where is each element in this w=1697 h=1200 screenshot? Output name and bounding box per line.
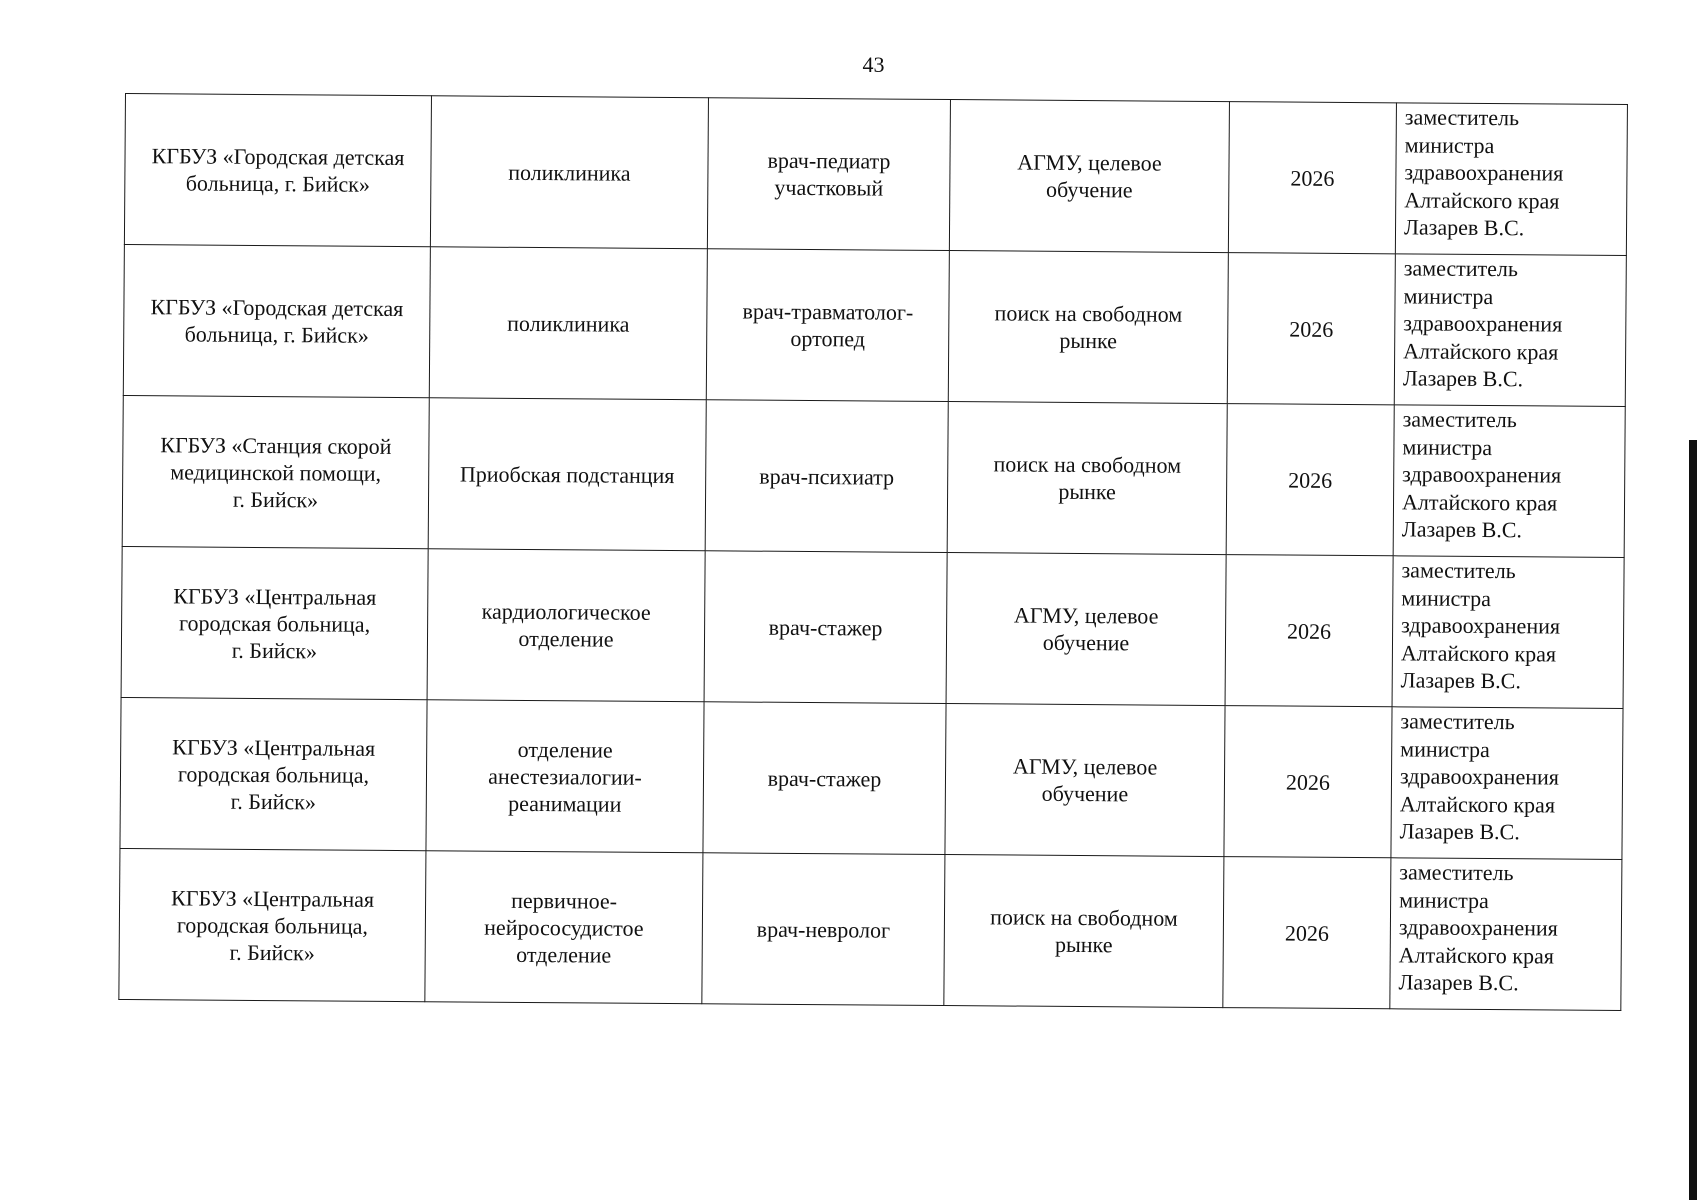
organization-cell: [122, 395, 429, 548]
source-cell: [949, 100, 1229, 253]
source-text: АГМУ, целевое обучение: [1012, 753, 1158, 807]
position-text: врач-травматолог- ортопед: [742, 298, 914, 352]
source-text: поиск на свободном рынке: [994, 300, 1183, 354]
organization-cell: [123, 244, 430, 397]
year-cell: [1224, 706, 1392, 858]
year-cell: [1225, 555, 1393, 707]
table-row: [124, 94, 1627, 256]
department-text: кардиологическое отделение: [481, 598, 651, 652]
position-text: врач-психиатр: [759, 463, 895, 490]
table-row: [122, 395, 1625, 557]
organization-cell: [119, 848, 426, 1001]
source-text: поиск на свободном рынке: [990, 904, 1178, 958]
staffing-table: [118, 93, 1628, 1011]
responsible-cell: [1392, 556, 1624, 709]
position-text: врач-стажер: [768, 614, 883, 641]
organization-text: КГБУЗ «Городская детская больница, г. Бийск»: [151, 143, 405, 197]
responsible-text: заместитель министра здравоохранения Алтайского края Лазарев В.С.: [1403, 104, 1564, 241]
responsible-cell: [1390, 858, 1622, 1011]
department-cell: [428, 398, 706, 551]
position-text: врач-невролог: [756, 916, 891, 943]
organization-text: КГБУЗ «Станция скорой медицинской помощи, г. Бийск»: [160, 431, 392, 512]
responsible-cell: [1395, 103, 1627, 256]
department-cell: [430, 96, 708, 249]
organization-text: КГБУЗ «Центральная городская больница, г. Бийск»: [173, 582, 377, 663]
department-cell: [425, 851, 703, 1004]
source-cell: [945, 704, 1225, 857]
year-cell: [1227, 253, 1395, 405]
position-cell: [706, 249, 949, 402]
department-text: Приобская подстанция: [459, 460, 675, 488]
department-text: поликлиника: [508, 159, 631, 186]
year-cell: [1228, 102, 1396, 254]
table-row: [119, 848, 1622, 1010]
responsible-text: заместитель министра здравоохранения Алтайского края Лазарев В.С.: [1402, 255, 1563, 392]
source-cell: [944, 855, 1224, 1008]
position-cell: [703, 702, 946, 855]
organization-text: КГБУЗ «Центральная городская больница, г. Бийск»: [171, 884, 375, 965]
table-row: [123, 244, 1626, 406]
responsible-text: заместитель министра здравоохранения Алтайского края Лазарев В.С.: [1401, 406, 1562, 543]
year-text: 2026: [1289, 316, 1334, 342]
responsible-text: заместитель министра здравоохранения Алтайского края Лазарев В.С.: [1400, 557, 1561, 694]
department-text: поликлиника: [507, 310, 630, 337]
department-text: отделение анестезиалогии- реанимации: [488, 736, 642, 817]
position-cell: [704, 551, 947, 704]
source-cell: [947, 402, 1227, 555]
source-cell: [948, 251, 1228, 404]
department-text: первичное- нейрососудистое отделение: [484, 887, 644, 968]
source-text: поиск на свободном рынке: [993, 451, 1182, 505]
position-text: врач-стажер: [767, 765, 882, 792]
responsible-cell: [1394, 254, 1626, 407]
scan-edge-shadow: [1689, 440, 1697, 1200]
organization-text: КГБУЗ «Центральная городская больница, г. Бийск»: [172, 733, 376, 814]
year-text: 2026: [1290, 165, 1335, 191]
year-text: 2026: [1288, 467, 1333, 493]
table-row: [121, 546, 1624, 708]
organization-cell: [121, 546, 428, 699]
year-text: 2026: [1286, 618, 1332, 644]
year-text: 2026: [1285, 769, 1331, 795]
source-text: АГМУ, целевое обучение: [1017, 149, 1162, 203]
department-cell: [426, 700, 704, 853]
department-cell: [429, 247, 707, 400]
year-cell: [1226, 404, 1394, 556]
source-text: АГМУ, целевое обучение: [1013, 602, 1159, 656]
organization-cell: [124, 94, 431, 247]
year-cell: [1223, 857, 1391, 1009]
table-row: [120, 697, 1623, 859]
staffing-table-wrapper: [118, 93, 1627, 1011]
position-cell: [707, 98, 950, 251]
department-cell: [427, 549, 705, 702]
position-text: врач-педиатр участковый: [767, 147, 891, 201]
responsible-cell: [1391, 707, 1623, 860]
responsible-cell: [1393, 405, 1625, 558]
source-cell: [946, 553, 1226, 706]
responsible-text: заместитель министра здравоохранения Алтайского края Лазарев В.С.: [1399, 708, 1560, 845]
position-cell: [705, 400, 948, 553]
organization-cell: [120, 697, 427, 850]
position-cell: [702, 853, 945, 1006]
organization-text: КГБУЗ «Городская детская больница, г. Бийск»: [150, 294, 404, 348]
page-number: 43: [862, 52, 885, 77]
year-text: 2026: [1284, 920, 1329, 946]
responsible-text: заместитель министра здравоохранения Алтайского края Лазарев В.С.: [1398, 859, 1558, 996]
